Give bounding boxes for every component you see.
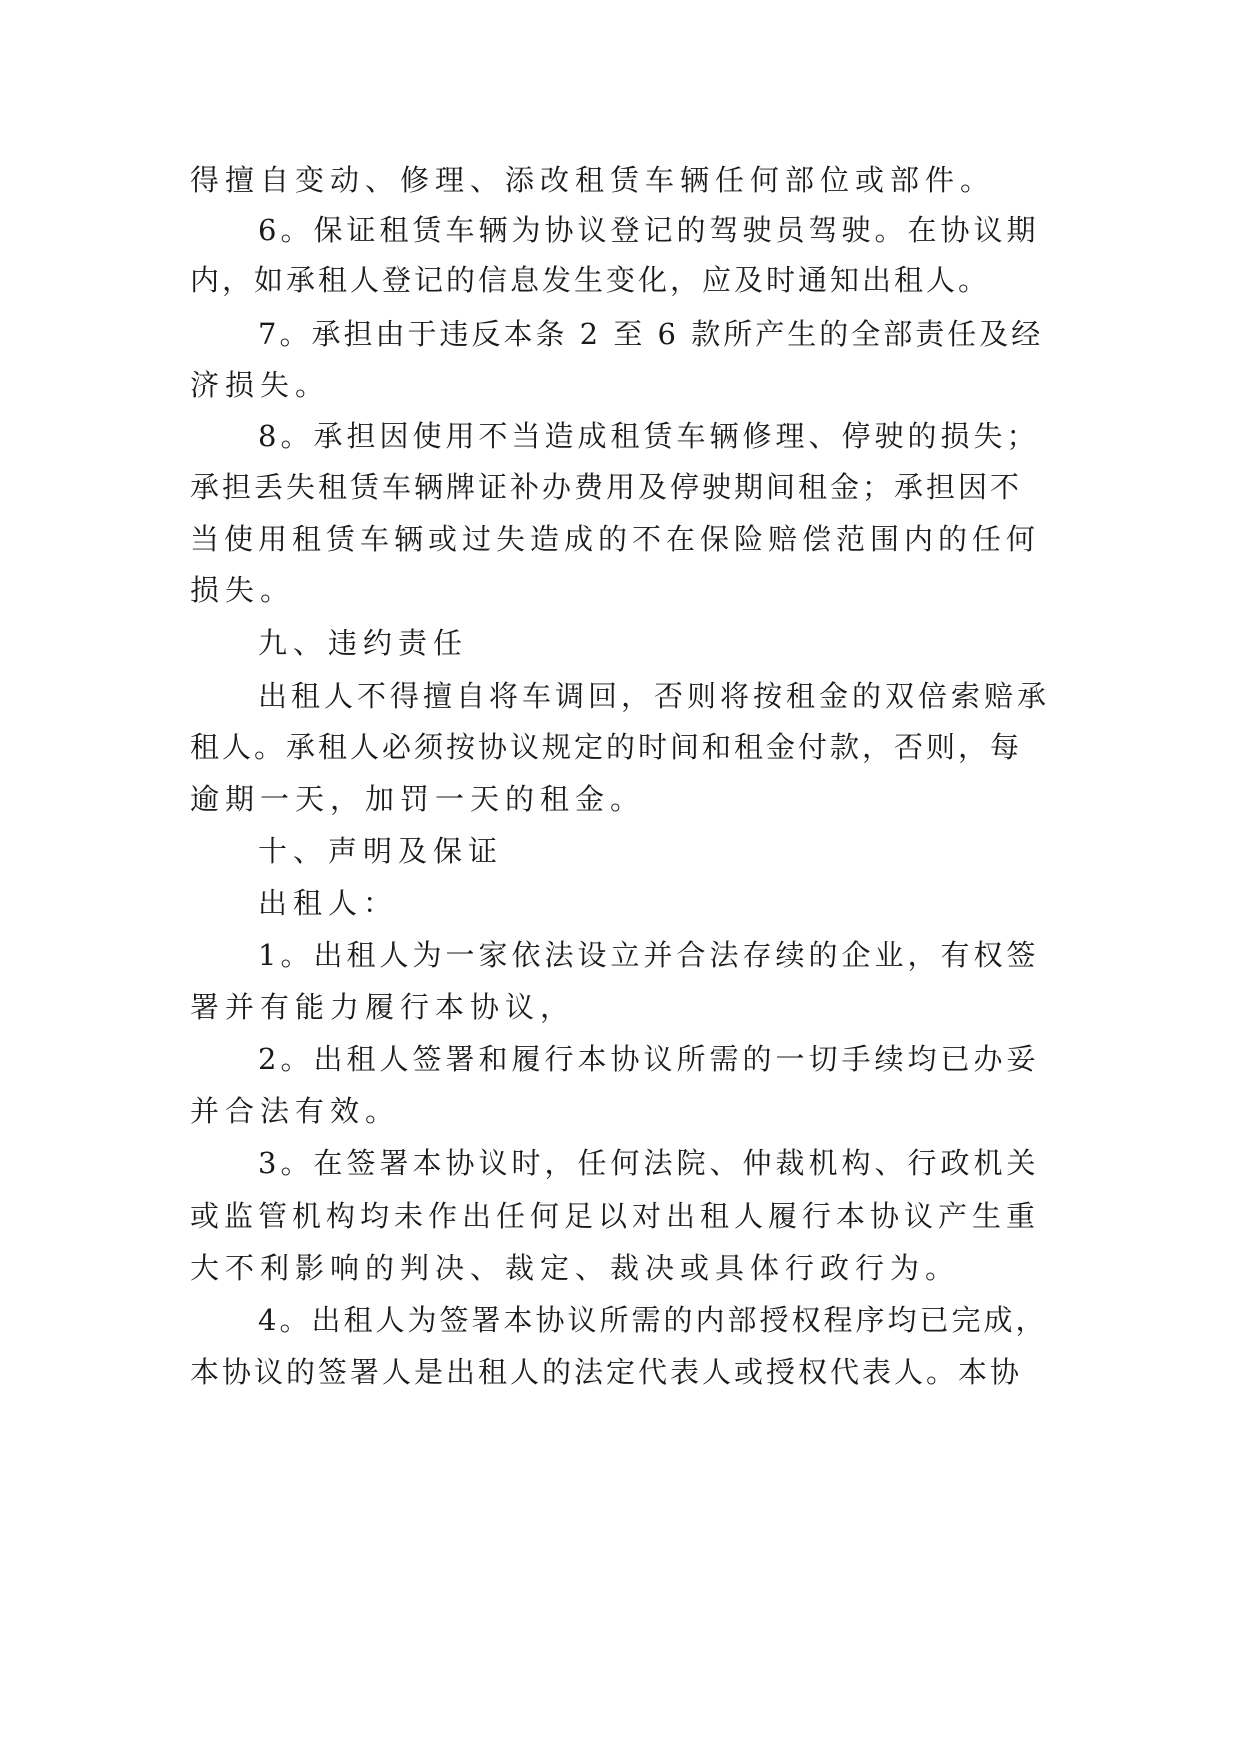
- text-line: 出租人不得擅自将车调回，否则将按租金的双倍索赔承: [258, 679, 1051, 713]
- section-heading-declarations: 十、声明及保证: [258, 834, 504, 868]
- text-line: 济损失。: [190, 368, 331, 402]
- text-line: 并合法有效。: [190, 1094, 401, 1128]
- declaration-2: 2。出租人签署和履行本协议所需的一切手续均已办妥: [258, 1042, 1040, 1076]
- section-heading-breach: 九、违约责任: [258, 626, 469, 660]
- text-line: 署并有能力履行本协议，: [190, 990, 576, 1024]
- clause-7: 7。承担由于违反本条 2 至 6 款所产生的全部责任及经: [258, 317, 1044, 351]
- declaration-1: 1。出租人为一家依法设立并合法存续的企业，有权签: [258, 938, 1040, 972]
- lessor-label: 出租人：: [258, 886, 399, 920]
- text-line: 内，如承租人登记的信息发生变化，应及时通知出租人。: [190, 263, 991, 297]
- text-line: 大不利影响的判决、裁定、裁决或具体行政行为。: [190, 1251, 961, 1285]
- declaration-4: 4。出租人为签署本协议所需的内部授权程序均已完成，: [258, 1303, 1048, 1337]
- text-line: 承担丢失租赁车辆牌证补办费用及停驶期间租金；承担因不: [190, 470, 1023, 504]
- clause-6: 6。保证租赁车辆为协议登记的驾驶员驾驶。在协议期: [258, 213, 1040, 247]
- text-line: 得擅自变动、修理、添改租赁车辆任何部位或部件。: [190, 163, 996, 197]
- text-line: 租人。承租人必须按协议规定的时间和租金付款，否则，每: [190, 730, 1023, 764]
- declaration-3: 3。在签署本协议时，任何法院、仲裁机构、行政机关: [258, 1146, 1040, 1180]
- clause-8: 8。承担因使用不当造成租赁车辆修理、停驶的损失；: [258, 419, 1040, 453]
- text-line: 损失。: [190, 573, 296, 607]
- text-line: 本协议的签署人是出租人的法定代表人或授权代表人。本协: [190, 1355, 1023, 1389]
- text-line: 逾期一天，加罚一天的租金。: [190, 782, 646, 816]
- text-line: 或监管机构均未作出任何足以对出租人履行本协议产生重: [190, 1199, 1041, 1233]
- text-line: 当使用租赁车辆或过失造成的不在保险赔偿范围内的任何: [190, 522, 1041, 556]
